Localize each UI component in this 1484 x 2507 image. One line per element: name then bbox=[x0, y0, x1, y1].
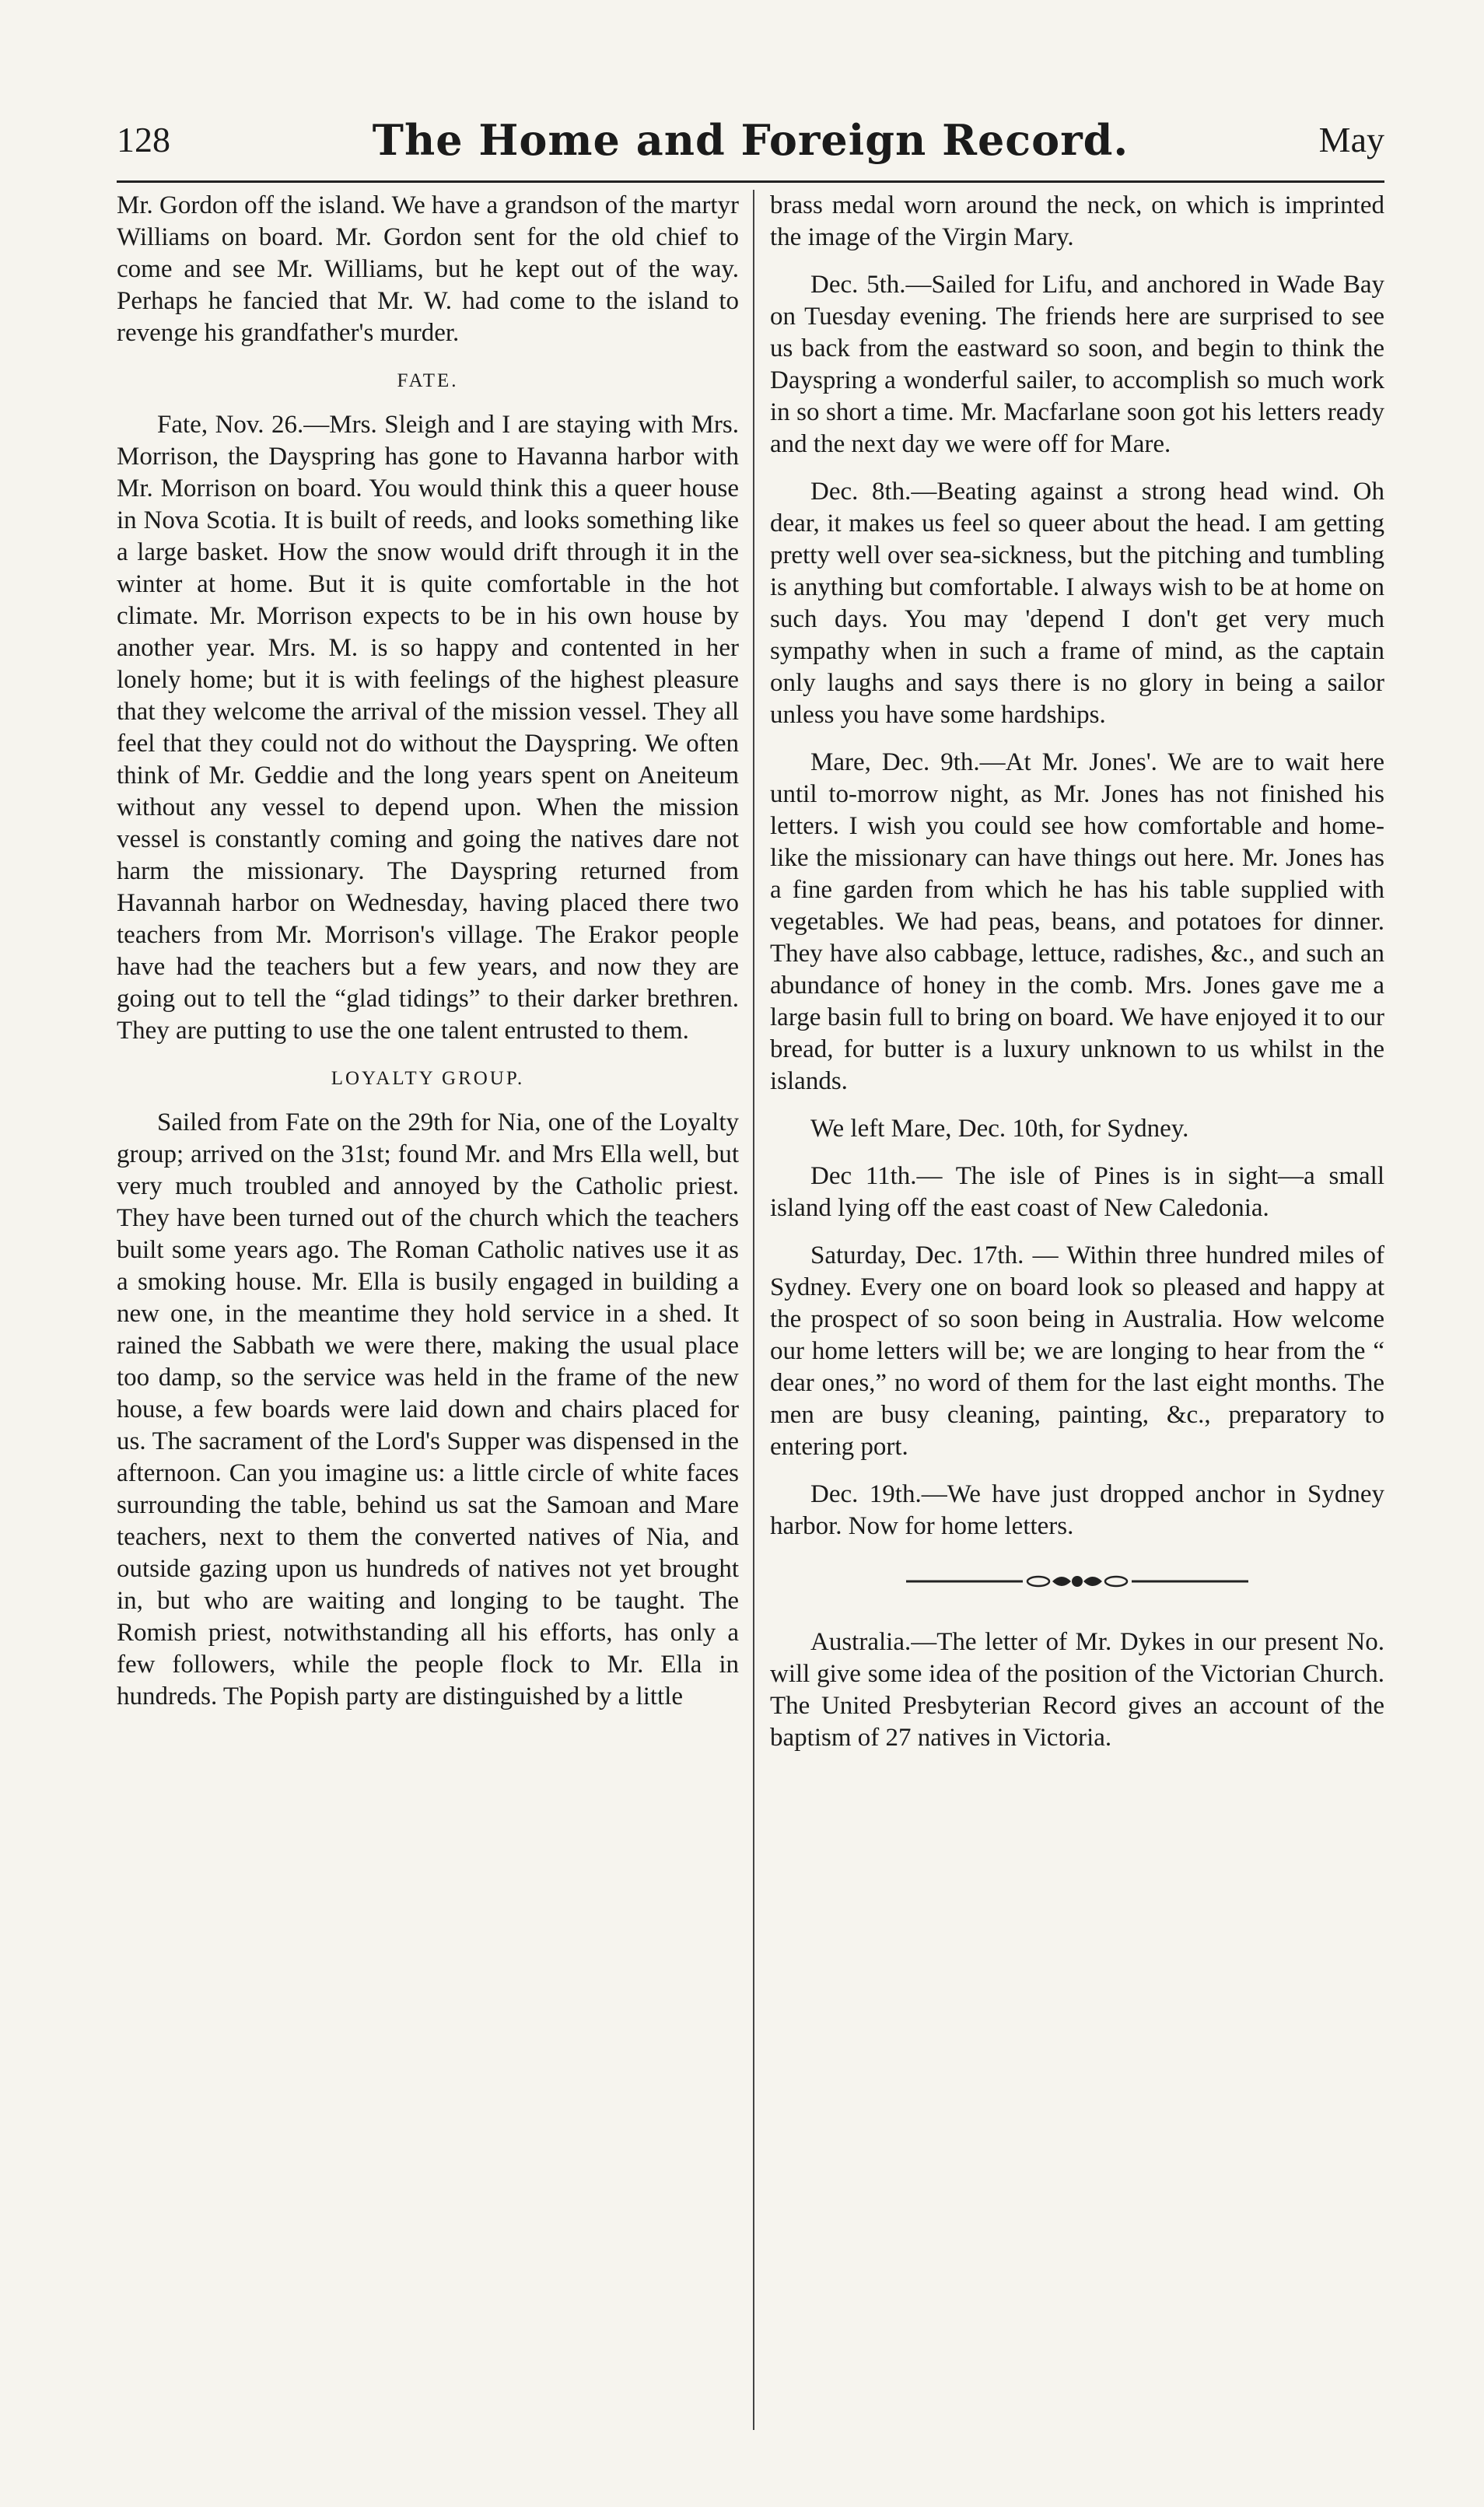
paragraph: Mr. Gordon off the island. We have a grandson of the martyr Williams on board. Mr. Gordon sent for the old chief to come and see Mr. Williams, but he kept out of the way. Perhaps he fancied that Mr. W. had come to the island to revenge his grandfather's murder. bbox=[117, 191, 739, 347]
issue-month: May bbox=[1318, 120, 1384, 159]
paragraph: We left Mare, Dec. 10th, for Sydney. bbox=[810, 1115, 1189, 1143]
header-rule bbox=[117, 180, 1384, 183]
paragraph: Saturday, Dec. 17th. — Within three hundred miles of Sydney. Every one on board look so pleased and happy at the prospect of so soon being in Australia. How welcome our home letters will be; we are longing to hear from the “ dear ones,” no word of them for the last eight months. The men are busy cleaning, painting, &c., preparatory to entering port. bbox=[770, 1241, 1384, 1461]
ornament-divider-icon bbox=[906, 1570, 1248, 1592]
paragraph: Dec. 5th.—Sailed for Lifu, and anchored in Wade Bay on Tuesday evening. The friends here are surprised to see us back from the eastward so soon, and begin to think the Dayspring a wonderful sailer, to accomplish so much work in so short a time. Mr. Macfarlane soon got his letters ready and the next day we were off for Mare. bbox=[770, 271, 1384, 458]
right-column bbox=[770, 190, 1384, 1770]
paragraph: Fate, Nov. 26.—Mrs. Sleigh and I are staying with Mrs. Morrison, the Dayspring has gone to Havanna harbor with Mr. Morrison on board. You would think this a queer house in Nova Scotia. It is built of reeds, and looks something like a large basket. How the snow would drift through it in the winter at home. But it is quite comfortable in the hot climate. Mr. Morrison expects to be in his own house by another year. Mrs. M. is so happy and contented in her lonely home; but it is with feelings of the highest pleasure that they welcome the arrival of the mission vessel. They all feel that they could not do without the Dayspring. We often think of Mr. Geddie and the long years spent on Aneiteum without any vessel to depend upon. When the mission vessel is constantly coming and going the natives dare not harm the missionary. The Dayspring returned from Havannah harbor on Wednesday, having placed there two teachers from Mr. Morrison's village. The Erakor people have had the teachers but a few years, and now they are going out to tell the “glad tidings” to their darker brethren. They are putting to use the one talent entrusted to them. bbox=[117, 411, 739, 1045]
journal-title: The Home and Foreign Record. bbox=[372, 115, 1129, 165]
section-heading-loyalty-group: LOYALTY GROUP. bbox=[331, 1068, 525, 1089]
paragraph: Sailed from Fate on the 29th for Nia, one of the Loyalty group; arrived on the 31st; found Mr. and Mrs Ella well, but very much troubled and annoyed by the Catholic priest. They have been turned out of the church which the teachers built some years ago. The Roman Catholic natives use it as a smoking house. Mr. Ella is busily engaged in building a new one, in the meantime they hold service in a shed. It rained the Sabbath we were there, making the usual place too damp, so the service was held in the frame of the new house, a few boards were laid down and chairs placed for us. The sacrament of the Lord's Supper was dispensed in the afternoon. Can you imagine us: a little circle of white faces surrounding the table, behind us sat the Samoan and Mare teachers, next to them the converted natives of Nia, and outside gazing upon us hundreds of natives not yet brought in, but who are waiting and longing to be taught. The Romish priest, notwithstanding all his efforts, has only a few followers, while the people flock to Mr. Ella in hundreds. The Popish party are distinguished by a little bbox=[117, 1108, 739, 1710]
paragraph: Australia.—The letter of Mr. Dykes in our present No. will give some idea of the position of the Victorian Church. The United Presbyterian Record gives an account of the baptism of 27 natives in Victoria. bbox=[770, 1628, 1384, 1752]
section-heading-fate: FATE. bbox=[397, 370, 459, 391]
paragraph: Mare, Dec. 9th.—At Mr. Jones'. We are to wait here until to-morrow night, as Mr. Jones has not finished his letters. I wish you could see how comfortable and home-like the missionary can have things out here. Mr. Jones has a fine garden from which he has his table supplied with vegetables. We had peas, beans, and potatoes for dinner. They have also cabbage, lettuce, radishes, &c., and such an abundance of honey in the comb. Mrs. Jones gave me a large basin full to bring on board. We have enjoyed it to our bread, for butter is a luxury unknown to us whilst in the islands. bbox=[770, 748, 1384, 1095]
paragraph: Dec. 8th.—Beating against a strong head wind. Oh dear, it makes us feel so queer about the head. I am getting pretty well over sea-sickness, but the pitching and tumbling is anything but comfortable. I always wish to be at home on such days. You may 'depend I don't get very much sympathy when in such a frame of mind, as the captain only laughs and says there is no glory in being a sailor unless you have some hardships. bbox=[770, 478, 1385, 729]
column-divider bbox=[753, 190, 754, 2430]
page-header bbox=[117, 109, 1384, 171]
paragraph: Dec 11th.— The isle of Pines is in sight—a small island lying off the east coast of New Caledonia. bbox=[770, 1162, 1384, 1222]
paragraph: brass medal worn around the neck, on which is imprinted the image of the Virgin Mary. bbox=[770, 191, 1384, 251]
page-number: 128 bbox=[117, 120, 170, 159]
paragraph: Dec. 19th.—We have just dropped anchor in Sydney harbor. Now for home letters. bbox=[770, 1480, 1384, 1540]
left-column bbox=[117, 190, 739, 1728]
